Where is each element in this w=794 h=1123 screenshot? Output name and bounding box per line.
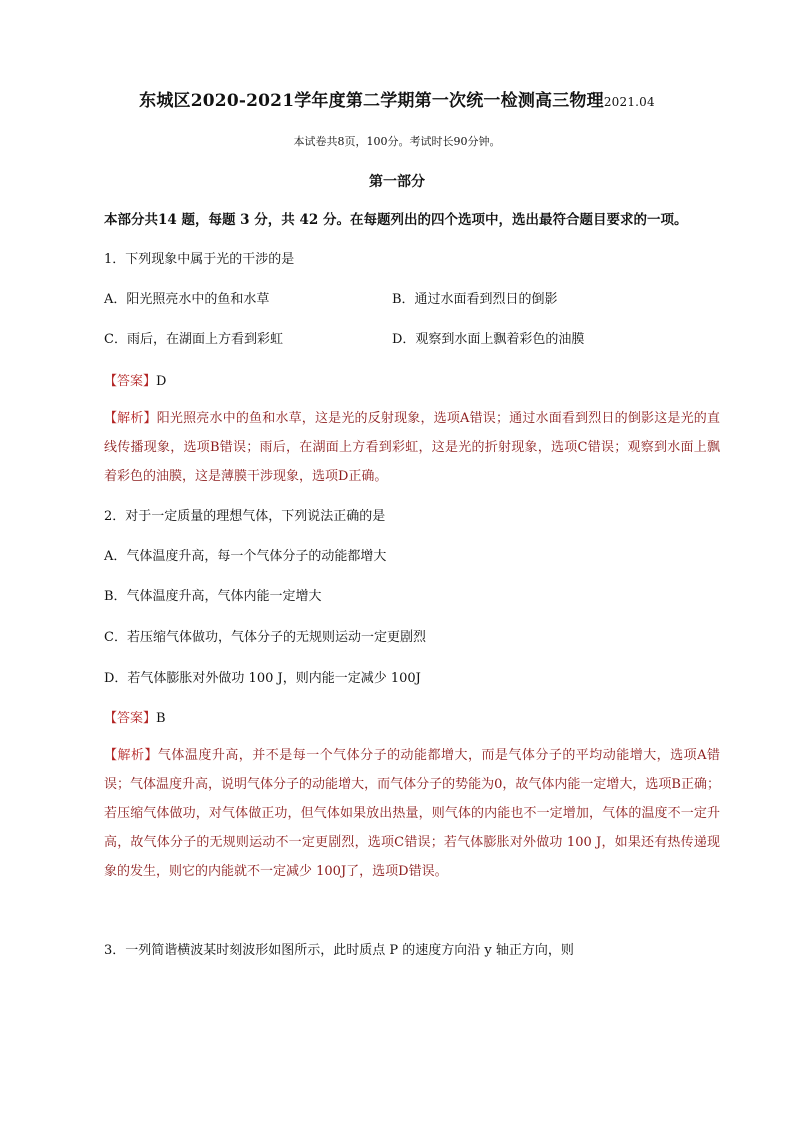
section-title: 第一部分 xyxy=(369,174,425,190)
question-2-option-d: D．若气体膨胀对外做功 100 J，则内能一定减少 100J xyxy=(104,671,421,686)
question-2-stem: 2．对于一定质量的理想气体，下列说法正确的是 xyxy=(104,509,386,524)
answer-value: D xyxy=(156,374,167,389)
question-2-explanation xyxy=(104,741,720,886)
title-text: 东城区2020-2021学年度第二学期第一次统一检测高三物理 xyxy=(139,91,604,111)
section-instruction: 本部分共14 题，每题 3 分，共 42 分。在每题列出的四个选项中，选出最符合题目要求的一项。 xyxy=(104,212,688,228)
question-2-option-a: A．气体温度升高，每一个气体分子的动能都增大 xyxy=(104,549,387,564)
question-1-option-c: C．雨后，在湖面上方看到彩虹 xyxy=(104,332,283,347)
exam-title xyxy=(0,86,794,111)
answer-value: B xyxy=(156,711,166,726)
answer-tag: 【答案】 xyxy=(104,711,157,726)
question-3-stem: 3．一列简谐横波某时刻波形如图所示，此时质点 P 的速度方向沿 y 轴正方向，则 xyxy=(104,943,574,958)
question-1-explanation xyxy=(104,404,720,491)
explanation-text: 气体温度升高，并不是每一个气体分子的动能都增大，而是气体分子的平均动能增大，选项A错误；气体温度升高，说明气体分子的动能增大，而气体分子的势能为0，故气体内能一定增大，选项B正确；若压缩气体做功，对气体做正功，但气体如果放出热量，则气体的内能也不一定增加，气体的温度不一定升高，故气体分子的无规则运动不一定更剧烈，选项C错误；若气体膨胀对外做功 100 J，如果还有热传递现象的发生，则它的内能就不一定减少 100J了，选项D错误。 xyxy=(104,748,720,879)
question-2-option-c: C．若压缩气体做功，气体分子的无规则运动一定更剧烈 xyxy=(104,630,426,645)
explanation-tag: 【解析】 xyxy=(104,748,158,763)
explanation-text: 阳光照亮水中的鱼和水草，这是光的反射现象，选项A错误；通过水面看到烈日的倒影这是光的直线传播现象，选项B错误；雨后，在湖面上方看到彩虹，这是光的折射现象，选项C错误；观察到水面上飘着彩色的油膜，这是薄膜干涉现象，选项D正确。 xyxy=(104,411,720,484)
exam-date: 2021.04 xyxy=(603,95,655,109)
question-1-answer xyxy=(104,370,724,389)
question-1-option-b: B．通过水面看到烈日的倒影 xyxy=(392,292,558,307)
answer-tag: 【答案】 xyxy=(104,374,157,389)
question-1-option-a: A．阳光照亮水中的鱼和水草 xyxy=(104,292,270,307)
question-1-stem: 1．下列现象中属于光的干涉的是 xyxy=(104,252,295,267)
question-2-option-b: B．气体温度升高，气体内能一定增大 xyxy=(104,589,322,604)
explanation-tag: 【解析】 xyxy=(104,411,157,426)
exam-subtitle: 本试卷共8页，100分。考试时长90分钟。 xyxy=(293,135,501,148)
question-2-answer xyxy=(104,707,724,726)
question-1-option-d: D．观察到水面上飘着彩色的油膜 xyxy=(392,332,585,347)
